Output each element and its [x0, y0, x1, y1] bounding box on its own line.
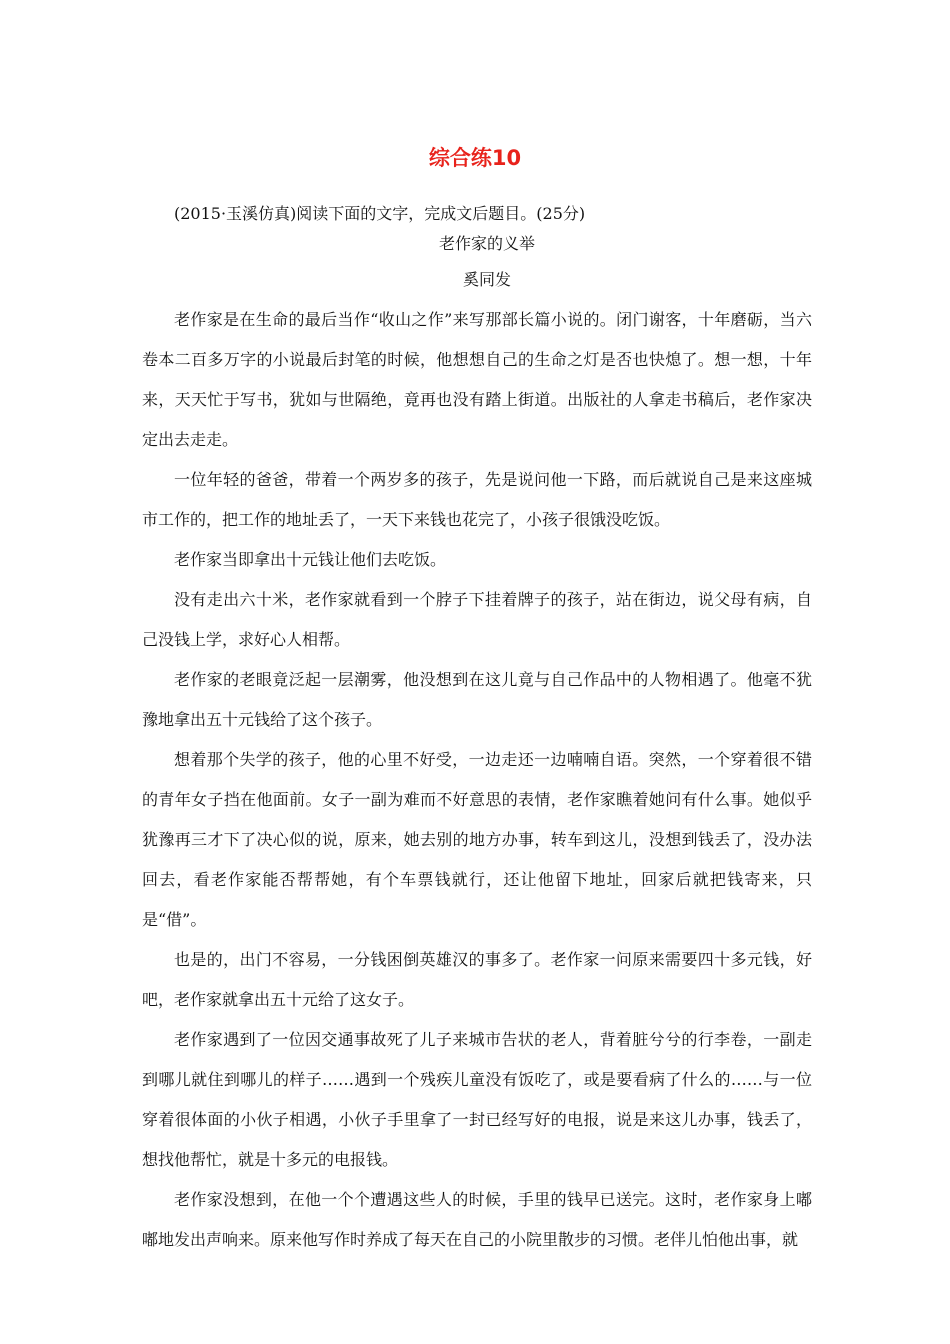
- paragraph-5: 老作家的老眼竟泛起一层潮雾，他没想到在这儿竟与自己作品中的人物相遇了。他毫不犹豫地拿出五十元钱给了这个孩子。: [142, 670, 812, 729]
- paragraph-4: 没有走出六十米，老作家就看到一个脖子下挂着牌子的孩子，站在街边，说父母有病，自己没钱上学，求好心人相帮。: [142, 590, 812, 649]
- paragraph-9: 老作家没想到，在他一个个遭遇这些人的时候，手里的钱早已送完。这时，老作家身上嘟嘟地发出声响来。原来他写作时养成了每天在自己的小院里散步的习惯。老伴儿怕他出事，就: [142, 1190, 812, 1249]
- question-intro: (2015·玉溪仿真)阅读下面的文字，完成文后题目。(25分): [174, 204, 586, 223]
- paragraph-6: 想着那个失学的孩子，他的心里不好受，一边走还一边喃喃自语。突然，一个穿着很不错的青年女子挡在他面前。女子一副为难而不好意思的表情，老作家瞧着她问有什么事。她似乎犹豫再三才下了决心似的说，原来，她去别的地方办事，转车到这儿，没想到钱丢了，没办法回去，看老作家能否帮帮她，有个车票钱就行，还让他留下地址，回家后就把钱寄来，只是“借”。: [142, 750, 812, 929]
- article-author: 奚同发: [462, 270, 511, 289]
- article-title: 老作家的义举: [438, 234, 535, 253]
- paragraph-1: 老作家是在生命的最后当作“收山之作”来写那部长篇小说的。闭门谢客，十年磨砺，当六卷本二百多万字的小说最后封笔的时候，他想想自己的生命之灯是否也快熄了。想一想，十年来，天天忙于写书，犹如与世隔绝，竟再也没有踏上街道。出版社的人拿走书稿后，老作家决定出去走走。: [142, 310, 812, 449]
- document-body: [142, 200, 812, 1260]
- paragraph-2: 一位年轻的爸爸，带着一个两岁多的孩子，先是说问他一下路，而后就说自己是来这座城市工作的，把工作的地址丢了，一天下来钱也花完了，小孩子很饿没吃饭。: [142, 470, 812, 529]
- paragraph-7: 也是的，出门不容易，一分钱困倒英雄汉的事多了。老作家一问原来需要四十多元钱，好吧，老作家就拿出五十元给了这女子。: [142, 950, 812, 1009]
- paragraph-8: 老作家遇到了一位因交通事故死了儿子来城市告状的老人，背着脏兮兮的行李卷，一副走到哪儿就住到哪儿的样子……遇到一个残疾儿童没有饭吃了，或是要看病了什么的……与一位穿着很体面的小伙子相遇，小伙子手里拿了一封已经写好的电报，说是来这儿办事，钱丢了，想找他帮忙，就是十多元的电报钱。: [142, 1030, 812, 1169]
- exercise-title: 综合练10: [428, 146, 522, 170]
- paragraph-3: 老作家当即拿出十元钱让他们去吃饭。: [174, 550, 447, 569]
